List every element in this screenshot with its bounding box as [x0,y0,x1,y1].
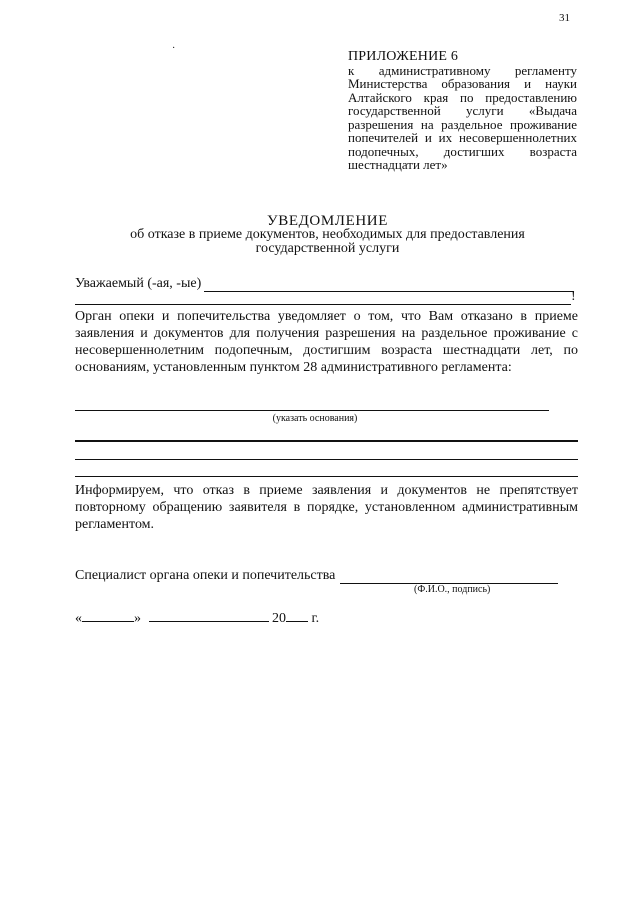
date-open-quote: « [75,611,82,626]
appendix-title: ПРИЛОЖЕНИЕ 6 [348,49,459,64]
specialist-row [75,567,578,584]
date-day-field[interactable] [82,609,134,622]
grounds-field-line4[interactable] [75,476,578,477]
scan-artifact-dot: · [172,43,176,54]
document-subtitle-line2: государственной услуги [255,241,400,256]
addressee-name-field[interactable] [204,277,573,292]
date-year-prefix: 20 [272,611,286,626]
date-close-quote: » [134,611,141,626]
grounds-caption-text: (указать основания) [272,413,358,424]
date-row [75,609,578,627]
specialist-signature-field[interactable] [340,569,558,584]
date-year-field[interactable] [286,609,308,622]
document-heading [75,214,580,256]
grounds-field-line2[interactable] [75,440,578,442]
notice-paragraph: Орган опеки и попечительства уведомляет о том, что Вам отказано в приеме заявления и документов для получения разрешения на раздельное проживание с несовершеннолетним подопечным, достигшим возраста шестнадцати лет, по основаниям, установленным пунктом 28 административного регламента: [75,309,578,375]
page-number: 31 [559,12,570,24]
grounds-field[interactable] [75,410,549,411]
greeting-label: Уважаемый (-ая, -ые) [75,276,202,291]
document-subtitle-line1: об отказе в приеме документов, необходимых для предоставления [130,227,525,242]
info-paragraph: Информируем, что отказ в приеме заявления и документов не препятствует повторному обращению заявителя в порядке, установленном административным регламентом. [75,483,578,532]
greeting-exclamation: ! [571,289,576,304]
greeting-row [75,275,578,292]
document-title: УВЕДОМЛЕНИЕ [267,213,388,229]
date-month-field[interactable] [149,609,269,622]
signature-caption: (Ф.И.О., подпись) [414,584,491,595]
grounds-caption [75,413,640,424]
addressee-name-field-line2[interactable] [75,296,571,305]
appendix-block [348,50,577,172]
specialist-label: Специалист органа опеки и попечительства [75,568,336,583]
appendix-text: к административному регламенту Министерства образования и науки Алтайского края по предоставлению государственной услуги «Выдача разрешения на раздельное проживание попечителей и их несовершеннолетних подопечных, достигших возраста шестнадцати лет» [348,62,577,172]
date-year-suffix: г. [311,611,320,626]
grounds-field-line3[interactable] [75,459,578,460]
